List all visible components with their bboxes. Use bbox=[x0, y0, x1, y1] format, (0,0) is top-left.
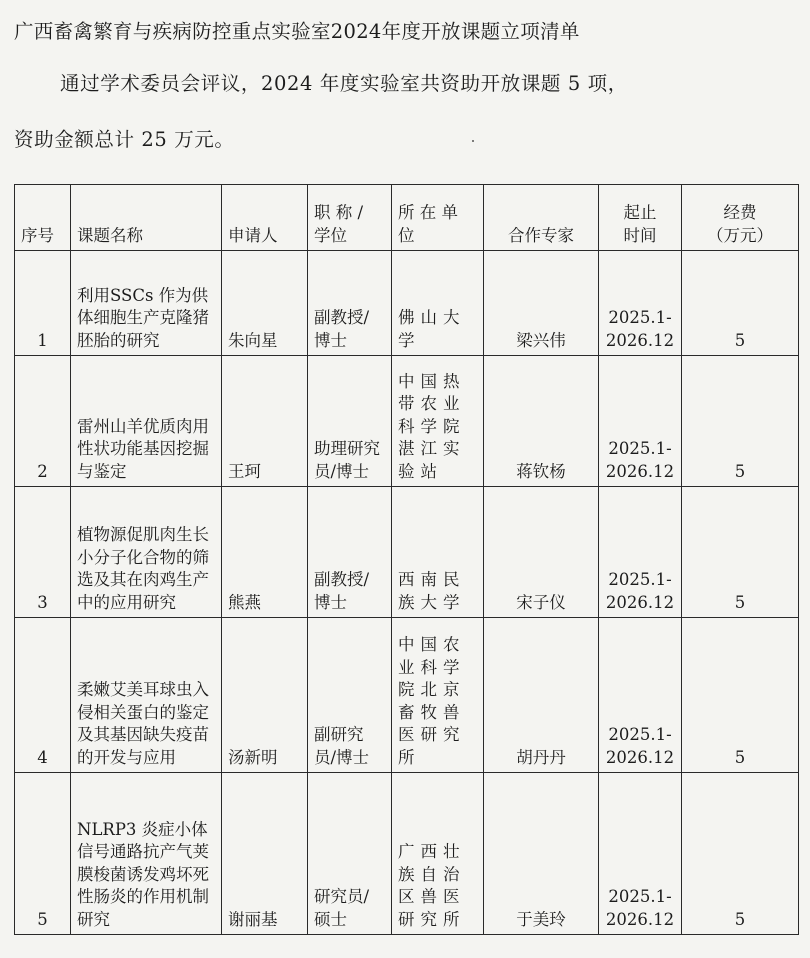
table-row bbox=[15, 356, 799, 487]
table-row bbox=[15, 251, 799, 356]
table-row bbox=[15, 773, 799, 935]
cell-expert: 宋子仪 bbox=[484, 487, 599, 618]
cell-title-degree: 研究员/硕士 bbox=[308, 773, 392, 935]
header-fund: 经费 （万元） bbox=[682, 185, 799, 251]
document-title: 广西畜禽繁育与疾病防控重点实验室2024年度开放课题立项清单 bbox=[14, 20, 580, 43]
cell-no: 5 bbox=[15, 773, 71, 935]
cell-title-degree: 助理研究员/博士 bbox=[308, 356, 392, 487]
cell-unit: 中国热带农业科学院湛江实验站 bbox=[392, 356, 484, 487]
header-period: 起止 时间 bbox=[599, 185, 682, 251]
cell-expert: 于美玲 bbox=[484, 773, 599, 935]
cell-title-degree: 副教授/博士 bbox=[308, 487, 392, 618]
cell-no: 1 bbox=[15, 251, 71, 356]
cell-fund: 5 bbox=[682, 618, 799, 773]
cell-unit: 广西壮族自治区兽医研究所 bbox=[392, 773, 484, 935]
cell-topic: NLRP3 炎症小体信号通路抗产气荚膜梭菌诱发鸡坏死性肠炎的作用机制研究 bbox=[71, 773, 222, 935]
cell-expert: 胡丹丹 bbox=[484, 618, 599, 773]
header-title-degree: 职 称 / 学位 bbox=[308, 185, 392, 251]
cell-period: 2025.1- 2026.12 bbox=[599, 618, 682, 773]
cell-period: 2025.1- 2026.12 bbox=[599, 356, 682, 487]
cell-title-degree: 副教授/博士 bbox=[308, 251, 392, 356]
cell-topic: 植物源促肌肉生长小分子化合物的筛选及其在肉鸡生产中的应用研究 bbox=[71, 487, 222, 618]
cell-topic: 柔嫩艾美耳球虫入侵相关蛋白的鉴定及其基因缺失疫苗的开发与应用 bbox=[71, 618, 222, 773]
cell-applicant: 朱向星 bbox=[222, 251, 308, 356]
cell-no: 4 bbox=[15, 618, 71, 773]
intro-paragraph-line2: 资助金额总计 25 万元。 bbox=[14, 128, 235, 151]
scan-speck bbox=[472, 140, 474, 142]
table-header-row bbox=[15, 185, 799, 251]
cell-period: 2025.1- 2026.12 bbox=[599, 487, 682, 618]
header-expert: 合作专家 bbox=[484, 185, 599, 251]
cell-period: 2025.1- 2026.12 bbox=[599, 773, 682, 935]
cell-applicant: 熊燕 bbox=[222, 487, 308, 618]
cell-expert: 梁兴伟 bbox=[484, 251, 599, 356]
cell-applicant: 王珂 bbox=[222, 356, 308, 487]
header-unit: 所 在 单 位 bbox=[392, 185, 484, 251]
cell-applicant: 谢丽基 bbox=[222, 773, 308, 935]
cell-period: 2025.1- 2026.12 bbox=[599, 251, 682, 356]
cell-fund: 5 bbox=[682, 251, 799, 356]
project-table bbox=[14, 184, 799, 935]
table-row bbox=[15, 618, 799, 773]
cell-unit: 佛山大学 bbox=[392, 251, 484, 356]
cell-no: 2 bbox=[15, 356, 71, 487]
table-row bbox=[15, 487, 799, 618]
cell-expert: 蒋钦杨 bbox=[484, 356, 599, 487]
header-applicant: 申请人 bbox=[222, 185, 308, 251]
cell-title-degree: 副研究员/博士 bbox=[308, 618, 392, 773]
cell-unit: 西南民族大学 bbox=[392, 487, 484, 618]
cell-fund: 5 bbox=[682, 487, 799, 618]
header-topic: 课题名称 bbox=[71, 185, 222, 251]
header-no: 序号 bbox=[15, 185, 71, 251]
cell-topic: 利用SSCs 作为供体细胞生产克隆猪胚胎的研究 bbox=[71, 251, 222, 356]
cell-fund: 5 bbox=[682, 773, 799, 935]
intro-paragraph-line1: 通过学术委员会评议，2024 年度实验室共资助开放课题 5 项， bbox=[60, 72, 628, 95]
cell-fund: 5 bbox=[682, 356, 799, 487]
cell-applicant: 汤新明 bbox=[222, 618, 308, 773]
cell-no: 3 bbox=[15, 487, 71, 618]
cell-unit: 中国农业科学院北京畜牧兽医研究所 bbox=[392, 618, 484, 773]
cell-topic: 雷州山羊优质肉用性状功能基因挖掘与鉴定 bbox=[71, 356, 222, 487]
